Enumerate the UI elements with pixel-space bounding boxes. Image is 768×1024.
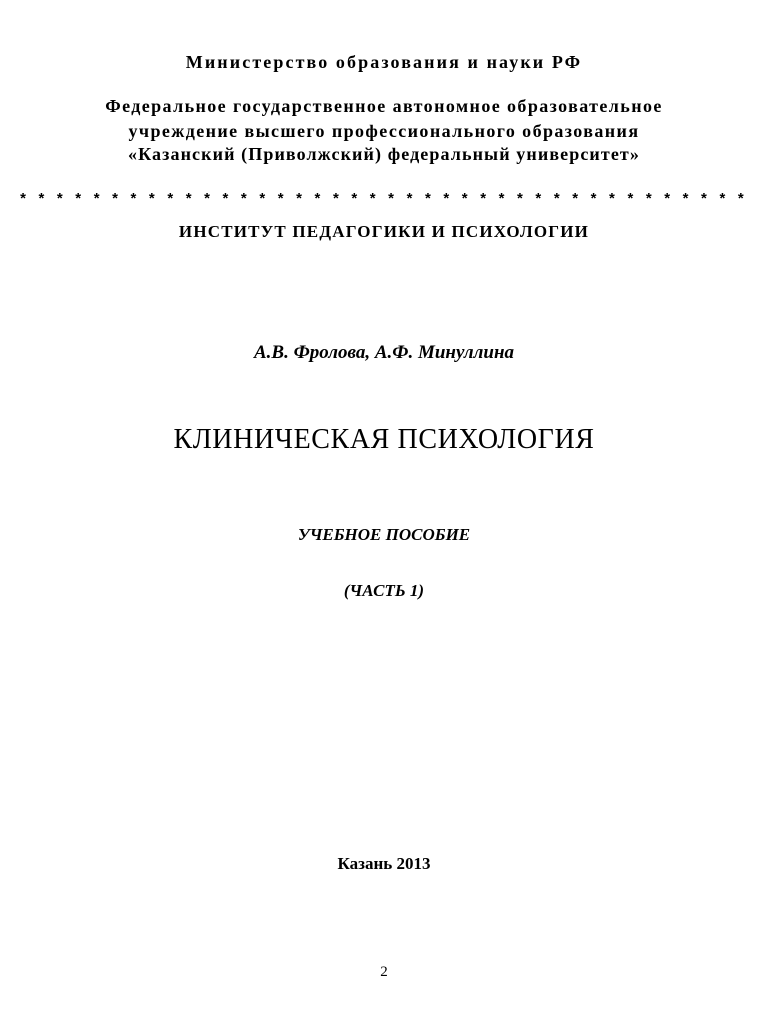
star-separator: * * * * * * * * * * * * * * * * * * * * * * * * * * * * * * * * * * * * * * * * bbox=[20, 190, 748, 207]
book-part: (ЧАСТЬ 1) bbox=[343, 581, 425, 600]
authors: А.В. Фролова, А.Ф. Минуллина bbox=[253, 342, 514, 363]
institution-line-2: учреждение высшего профессионального образования bbox=[128, 121, 640, 141]
page-number: 2 bbox=[380, 964, 388, 980]
book-title: КЛИНИЧЕСКАЯ ПСИХОЛОГИЯ bbox=[173, 424, 595, 455]
institution-line-1: Федеральное государственное автономное образовательное bbox=[105, 96, 663, 116]
city-year: Казань 2013 bbox=[337, 854, 431, 873]
book-subtitle: УЧЕБНОЕ ПОСОБИЕ bbox=[297, 525, 471, 544]
ministry-name: Министерство образования и науки РФ bbox=[185, 52, 583, 72]
institution-line-3: «Казанский (Приволжский) федеральный университет» bbox=[128, 144, 640, 164]
institute-name: ИНСТИТУТ ПЕДАГОГИКИ И ПСИХОЛОГИИ bbox=[178, 222, 590, 241]
